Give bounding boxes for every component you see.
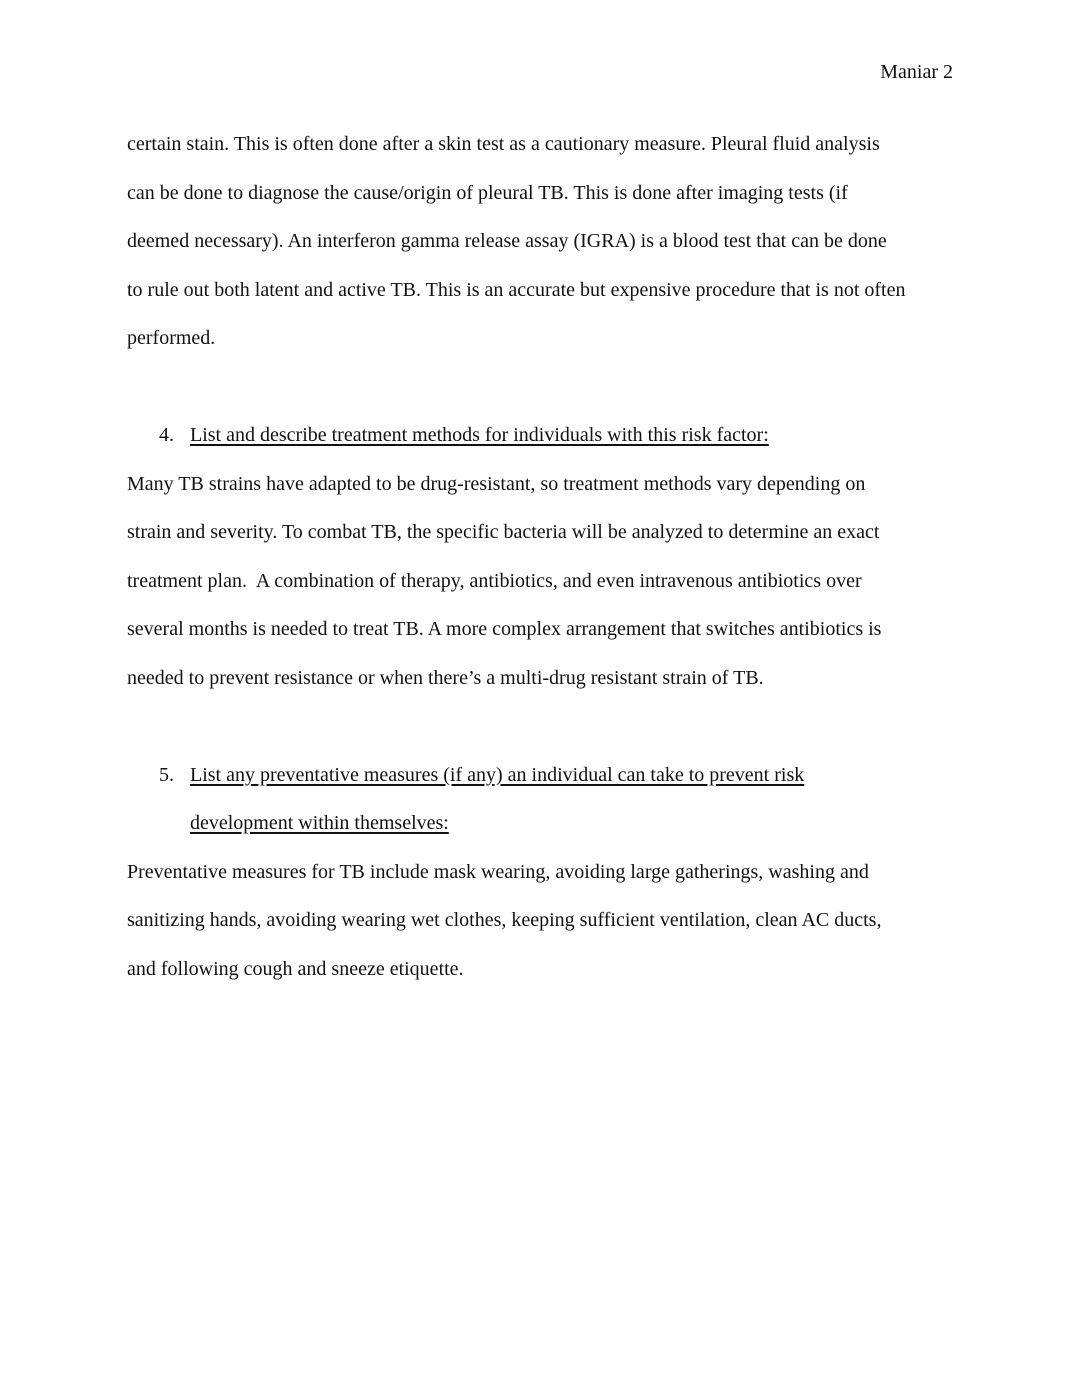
text-line: several months is needed to treat TB. A more complex arrangement that switches antibiotics is: [127, 618, 882, 640]
question-item-4: [127, 411, 953, 460]
text-line: Many TB strains have adapted to be drug-resistant, so treatment methods vary depending on: [127, 472, 866, 495]
question-item-5: [127, 751, 953, 848]
text-line: needed to prevent resistance or when there’s a multi-drug resistant strain of TB.: [127, 666, 764, 689]
text-line: Preventative measures for TB include mask wearing, avoiding large gatherings, washing and: [127, 860, 869, 883]
text-line: certain stain. This is often done after a skin test as a cautionary measure. Pleural fluid analysis: [127, 133, 880, 155]
text-line: List and describe treatment methods for individuals with this risk factor:: [190, 424, 769, 446]
paragraph-prevention: [127, 848, 953, 994]
question-4-number: 4.: [159, 424, 174, 446]
text-line: strain and severity. To combat TB, the specific bacteria will be analyzed to determine an exact: [127, 521, 880, 543]
text-line: and following cough and sneeze etiquette.: [127, 957, 464, 980]
header-page-label: Maniar 2: [880, 61, 953, 83]
text-line: can be done to diagnose the cause/origin of pleural TB. This is done after imaging tests (if: [127, 181, 848, 204]
paragraph-treatment: [127, 460, 953, 703]
paragraph-diagnosis: [127, 120, 953, 363]
question-5-text: [127, 751, 953, 848]
text-line: sanitizing hands, avoiding wearing wet clothes, keeping sufficient ventilation, clean AC ducts,: [127, 909, 882, 931]
document-body: [127, 120, 953, 993]
question-5-number: 5.: [159, 763, 174, 786]
text-line: List any preventative measures (if any) an individual can take to prevent risk: [190, 763, 805, 786]
text-line: treatment plan. A combination of therapy, antibiotics, and even intravenous antibiotics over: [127, 569, 862, 592]
text-line: to rule out both latent and active TB. This is an accurate but expensive procedure that is not often: [127, 278, 906, 301]
text-line: deemed necessary). An interferon gamma release assay (IGRA) is a blood test that can be done: [127, 230, 887, 252]
question-4-text: [127, 411, 953, 460]
text-line: development within themselves:: [190, 812, 449, 834]
text-line: performed.: [127, 327, 216, 349]
page-header: [127, 58, 953, 86]
